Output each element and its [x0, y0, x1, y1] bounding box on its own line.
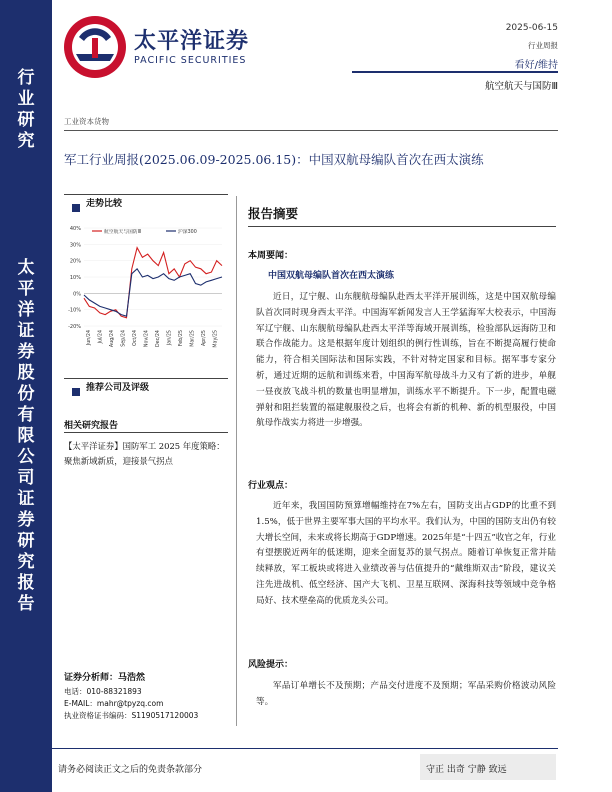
related-report-link[interactable]: 【太平洋证券】国防军工 2025 年度策略：聚焦新域新质，迎接景气拐点	[64, 441, 225, 466]
series-line-1	[84, 248, 222, 318]
x-tick-label: Nov/24	[144, 330, 150, 348]
x-tick-label: Mar/25	[190, 330, 196, 347]
report-date: 2025-06-15	[505, 23, 558, 33]
category-label: 工业资本货物	[64, 117, 109, 126]
y-tick-label: 30%	[69, 242, 81, 249]
sector-label: 航空航天与国防Ⅲ	[484, 81, 558, 92]
sidebar-bottom-text	[0, 258, 52, 615]
related-rule	[64, 432, 228, 433]
x-tick-label: Aug/24	[109, 330, 115, 348]
report-type: 行业周报	[528, 41, 558, 50]
column-divider	[236, 196, 237, 726]
x-tick-label: Jun/24	[86, 330, 92, 346]
x-tick-label: Oct/24	[132, 330, 138, 347]
x-tick-label: Apr/25	[201, 330, 207, 347]
rating-label: 看好/维持	[514, 60, 558, 71]
sidebar-bottom-chars: 太 平 洋 证 券 股 份 有 限 公 司 证 券 研 究 报 告	[17, 258, 35, 614]
risk-body: 军品订单增长不及预期；产品交付进度不及预期；军品采购价格波动风险等。	[256, 681, 556, 707]
y-tick-label: 0%	[73, 291, 81, 298]
weekly-body: 近日，辽宁舰、山东舰航母编队赴西太平洋开展训练，这是中国双航母编队首次同时现身西太平洋。中国海军新闻发言人王学猛海军大校表示，中国海军辽宁舰、山东舰航母编队赴西太平洋等海域开展训练，检验部队远海防卫和联合作战能力。这是根据年度计划组织的例行性训练，旨在不断提高履行使命能力，符合相关国际法和国际实践，不针对特定国家和目标。据军事专家分析，通过近期的远航和训练来看，中国海军航母战斗力又有了新的进步，单舰一昼夜放飞战斗机的数量也明显增加，训练水平不断提升。下一步，配置电磁弹射和阻拦装置的福建舰服役之后，也将会有新的机种、新的机型服役，中国航母作战实力将进一步增强。	[256, 292, 556, 429]
series-line-2	[84, 269, 222, 316]
risk-label: 风险提示：	[248, 660, 294, 670]
rec-rule-top	[64, 378, 228, 379]
x-tick-label: Jan/25	[167, 330, 173, 346]
page-title: 军工行业周报(2025.06.09-2025.06.15)：中国双航母编队首次在西太演练	[64, 152, 484, 167]
trend-chart	[62, 222, 230, 362]
rec-icon	[72, 381, 80, 400]
footer-disclaimer: 请务必阅读正文之后的免责条款部分	[58, 765, 203, 775]
y-tick-label: -20%	[68, 324, 81, 330]
y-tick-label: 40%	[69, 226, 81, 232]
x-tick-label: Dec/24	[155, 330, 161, 348]
legend-label: 航空航天与国防Ⅲ	[104, 230, 141, 235]
analyst-cert: 执业资格证书编码：S1190517120003	[64, 711, 199, 720]
sidebar-top-chars: 行 业 研 究	[17, 68, 35, 151]
y-tick-label: 20%	[69, 258, 81, 265]
footer-motto: 守正 出奇 宁静 致远	[426, 765, 507, 775]
footer-rule	[52, 748, 558, 749]
trend-rule-top	[64, 194, 228, 195]
x-tick-label: Jul/24	[98, 330, 104, 344]
pacific-logo-icon	[62, 14, 128, 80]
analyst-phone: 电话：010-88321893	[64, 687, 142, 696]
weekly-subtitle: 中国双航母编队首次在西太演练	[268, 271, 395, 281]
y-tick-label: 10%	[69, 275, 81, 281]
category-rule	[64, 130, 558, 131]
header-rule	[352, 71, 558, 73]
y-tick-label: -10%	[68, 307, 81, 314]
view-body: 近年来，我国国防预算增幅维持在7%左右，国防支出占GDP的比重不到1.5%，低于世界主要军事大国的平均水平。我们认为，中国的国防支出仍有较大增长空间，未来或将长期高于GDP增速。2025年是“十四五”收官之年，行业有望摆脱近两年的低迷期，迎来全面复苏的景气拐点。随着订单恢复正常并陆续释放，军工板块或将进入业绩改善与估值提升的“戴维斯双击”阶段，建议关注先进战机、低空经济、国产大飞机、卫星互联网、深海科技等领域中竞争格局好、技术壁垒高的优质龙头公司。	[256, 501, 556, 606]
analyst-title: 证券分析师：马浩然	[64, 673, 146, 683]
weekly-label: 本周要闻：	[248, 251, 294, 261]
x-tick-label: Sep/24	[121, 330, 127, 347]
sidebar-top-text	[0, 68, 52, 152]
trend-title: 走势比较	[86, 199, 123, 209]
logo-chinese: 太平洋证券	[134, 29, 250, 54]
x-tick-label: May/25	[213, 330, 219, 348]
trend-icon	[72, 197, 80, 216]
x-tick-label: Feb/25	[178, 330, 184, 347]
summary-title: 报告摘要	[248, 206, 299, 221]
logo-english: PACIFIC SECURITIES	[134, 55, 247, 66]
legend-label: 沪深300	[178, 230, 197, 235]
related-title: 相关研究报告	[64, 421, 119, 431]
summary-rule	[248, 226, 556, 227]
view-label: 行业观点：	[248, 481, 294, 491]
analyst-email[interactable]: E-MAIL：mahr@tpyzq.com	[64, 699, 164, 708]
rec-title: 推荐公司及评级	[86, 383, 150, 393]
